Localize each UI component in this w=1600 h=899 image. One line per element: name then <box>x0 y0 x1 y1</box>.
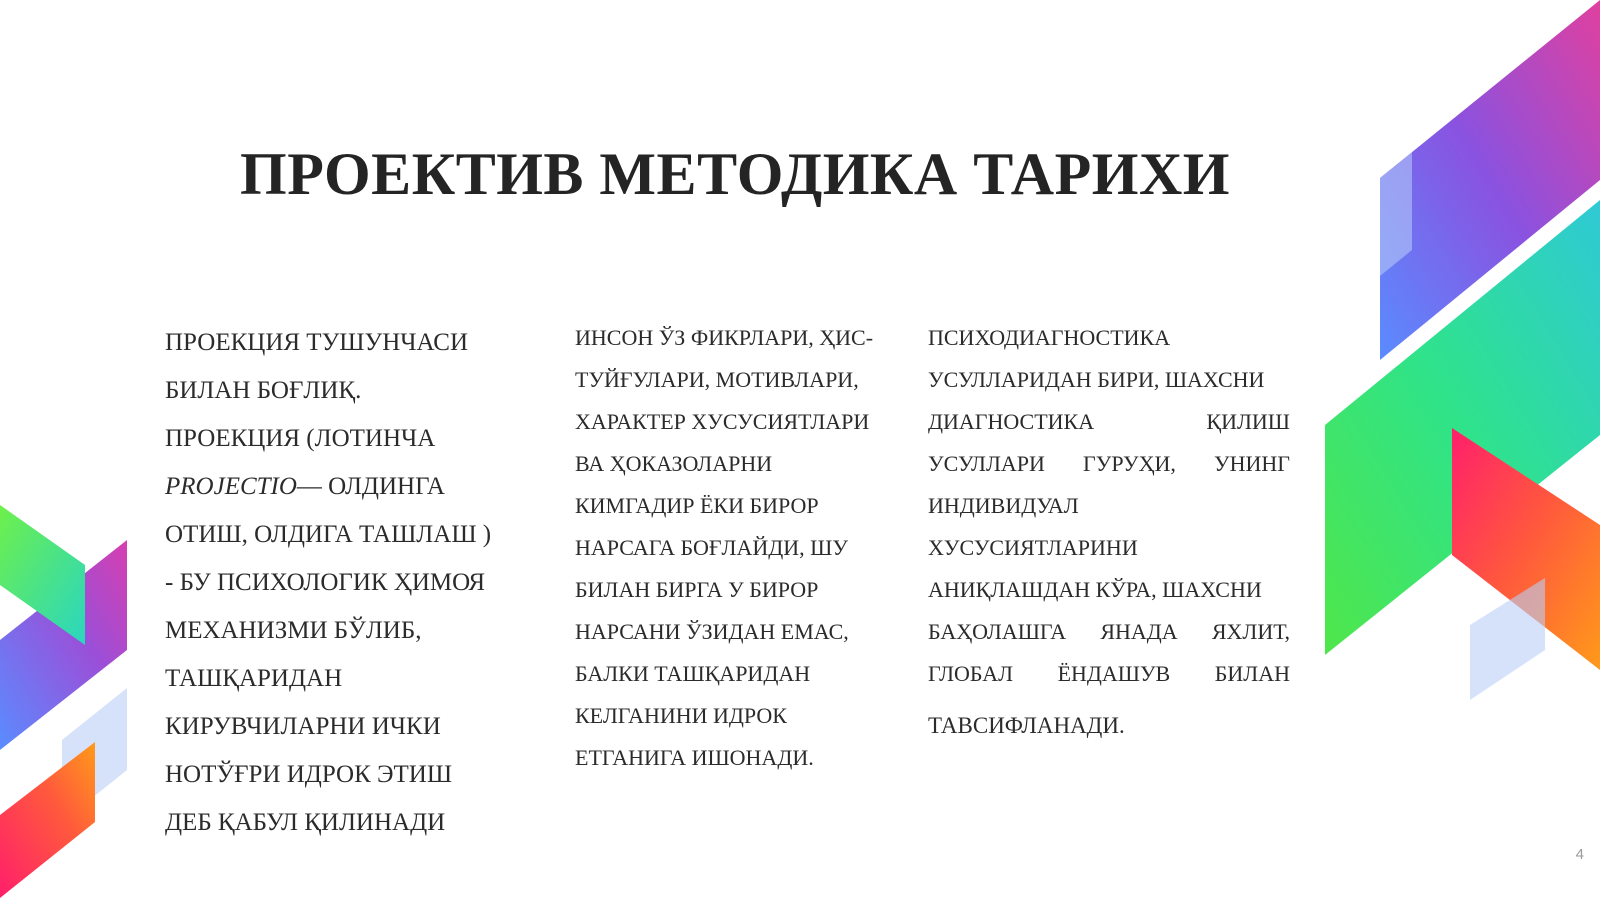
text-line-justified <box>928 401 1290 443</box>
text-line: БИЛАН БИРГА У БИРОР <box>575 577 819 602</box>
left-green-chevron <box>0 505 85 645</box>
word: УНИНГ <box>1214 451 1290 476</box>
text-line: КИРУВЧИЛАРНИ ИЧКИ <box>165 713 441 740</box>
text-line: БАЛКИ ТАШҚАРИДАН <box>575 661 811 686</box>
text-line: ПРОЕКЦИЯ ТУШУНЧАСИ <box>165 329 469 356</box>
word: ГЛОБАЛ <box>928 661 1014 686</box>
column-psychodiagnostics <box>928 317 1290 747</box>
text-line: КЕЛГАНИНИ ИДРОК <box>575 703 787 728</box>
right-purple-band <box>1380 0 1600 360</box>
word: БАҲОЛАШГА <box>928 619 1067 644</box>
word: ЁНДАШУВ <box>1057 661 1171 686</box>
text-line-justified <box>928 611 1290 653</box>
column-projection-description <box>575 317 905 779</box>
slide-title: ПРОЕКТИВ МЕТОДИКА ТАРИХИ <box>240 141 1230 207</box>
text-line: - БУ ПСИХОЛОГИК ҲИМОЯ <box>165 569 486 596</box>
text-line: НАРСАНИ ЎЗИДАН ЕМАС, <box>575 619 849 644</box>
page-number: 4 <box>1575 846 1584 863</box>
word: ДИАГНОСТИКА <box>928 409 1095 434</box>
word: ГУРУҲИ, <box>1083 451 1176 476</box>
text-line: ДЕБ ҚАБУЛ ҚИЛИНАДИ <box>165 809 446 836</box>
text-line-justified <box>928 653 1290 695</box>
text-line: ХУСУСИЯТЛАРИНИ <box>928 535 1138 560</box>
word: ЯНАДА <box>1100 619 1178 644</box>
text-line: ЕТГАНИГА ИШОНАДИ. <box>575 745 814 770</box>
right-red-chevron <box>1452 428 1600 670</box>
text-line: ИНДИВИДУАЛ <box>928 493 1079 518</box>
word: ҚИЛИШ <box>1206 409 1290 434</box>
left-light-blue-block <box>62 688 127 822</box>
text-line: КИМГАДИР ЁКИ БИРОР <box>575 493 819 518</box>
text-line: НАРСАГА БОҒЛАЙДИ, ШУ <box>575 535 848 560</box>
right-green-band <box>1325 200 1600 655</box>
text-line: ТАВСИФЛАНАДИ. <box>928 713 1125 738</box>
word: ЯХЛИТ, <box>1211 619 1290 644</box>
word: БИЛАН <box>1214 661 1290 686</box>
text-line-latin <box>165 463 540 511</box>
text-line: МЕХАНИЗМИ БЎЛИБ, <box>165 617 422 644</box>
text-line: НОТЎҒРИ ИДРОК ЭТИШ <box>165 761 453 788</box>
text-line: ТУЙҒУЛАРИ, МОТИВЛАРИ, <box>575 367 859 392</box>
text-line: ТАШҚАРИДАН <box>165 665 343 692</box>
text-line: АНИҚЛАШДАН КЎРА, ШАХСНИ <box>928 577 1262 602</box>
right-light-blue-strip <box>1380 152 1412 276</box>
text-line: ПСИХОДИАГНОСТИКА <box>928 325 1171 350</box>
latin-term: PROJECTIO <box>165 473 297 500</box>
text-line-justified <box>928 443 1290 485</box>
text-line: ИНСОН ЎЗ ФИКРЛАРИ, ҲИС- <box>575 325 874 350</box>
text-line: ОТИШ, ОЛДИГА ТАШЛАШ ) <box>165 521 492 548</box>
text-line: БИЛАН БОҒЛИҚ. <box>165 377 362 404</box>
text-line: ВА ҲОКАЗОЛАРНИ <box>575 451 773 476</box>
text-line: ПРОЕКЦИЯ (ЛОТИНЧА <box>165 425 436 452</box>
right-light-blue-shard <box>1470 578 1545 700</box>
text-line: УСУЛЛАРИДАН БИРИ, ШАХСНИ <box>928 367 1265 392</box>
text-line: ХАРАКТЕР ХУСУСИЯТЛАРИ <box>575 409 870 434</box>
word: УСУЛЛАРИ <box>928 451 1045 476</box>
left-red-band <box>0 742 95 898</box>
column-projection-concept <box>165 319 540 847</box>
left-purple-band <box>0 540 127 750</box>
latin-suffix: — ОЛДИНГА <box>296 473 445 500</box>
